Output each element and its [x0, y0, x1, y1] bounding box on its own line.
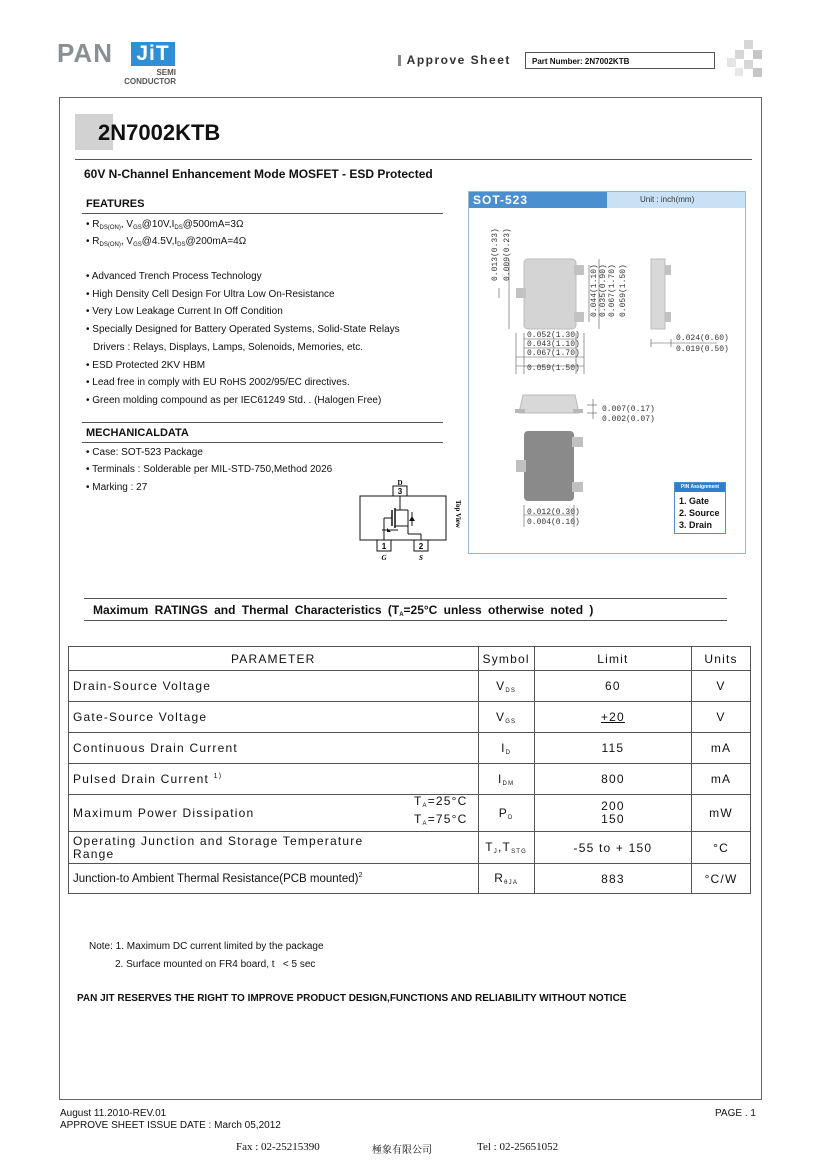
ratings-table	[68, 646, 751, 894]
table-row	[69, 764, 751, 795]
dim-label: 0.013(0.33)	[491, 228, 500, 281]
unit-cell: mW	[692, 795, 751, 832]
features-divider	[82, 213, 443, 214]
table-row	[69, 795, 751, 832]
symbol-cell: $P_D$	[478, 795, 534, 832]
package-name: SOT-523	[469, 192, 607, 208]
feature-item: • Specially Designed for Battery Operated Systems, Solid-State Relays	[86, 324, 400, 335]
param-cell: Drain-Source Voltage	[69, 671, 479, 702]
param-cell: Continuous Drain Current	[69, 733, 479, 764]
unit-cell: °C/W	[692, 864, 751, 894]
unit-cell: mA	[692, 764, 751, 795]
logo-pan: PAN	[57, 38, 113, 68]
dim-label: 0.052(1.30)	[527, 331, 580, 340]
param-cell: Pulsed Drain Current $^{1)}$	[69, 764, 479, 795]
mosfet-schematic	[352, 474, 467, 564]
dim-label: 0.035(0.90)	[599, 264, 608, 317]
dim-label: 0.002(0.07)	[602, 415, 655, 424]
unit-cell: V	[692, 702, 751, 733]
part-number-box: Part Number: 2N7002KTB	[525, 52, 715, 69]
dim-label: 0.007(0.17)	[602, 405, 655, 414]
symbol-cell: $T_J,T_{STG}$	[478, 832, 534, 864]
condition-1: $T_A=25^\circ C$	[413, 794, 468, 809]
dim-label: 0.004(0.10)	[527, 518, 580, 527]
note-1: Note: 1. Maximum DC current limited by the package	[89, 941, 324, 952]
mech-divider-top	[82, 422, 443, 423]
limit-cell: +20	[534, 702, 691, 733]
unit-cell: V	[692, 671, 751, 702]
footer-issue-date: APPROVE SHEET ISSUE DATE : March 05,2012	[60, 1120, 281, 1131]
schematic-label-g: G	[381, 554, 387, 562]
footer-tel: Tel : 02-25651052	[477, 1141, 559, 1153]
logo-subtitle	[120, 68, 176, 86]
table-row	[69, 671, 751, 702]
symbol-cell: $I_{DM}$	[478, 764, 534, 795]
limit-cell: 200 150	[534, 795, 691, 832]
dim-label: 0.019(0.50)	[676, 345, 729, 354]
dim-label: 0.009(0.23)	[503, 228, 512, 281]
ratings-divider-top	[84, 598, 727, 599]
limit-cell: -55 to + 150	[534, 832, 691, 864]
page-subtitle: 60V N-Channel Enhancement Mode MOSFET - ESD Protected	[84, 167, 433, 181]
footer-company: 極象有限公司	[372, 1145, 432, 1156]
param-cell: Junction-to Ambient Thermal Resistance(PCB mounted)$^2$	[69, 864, 479, 894]
param-cell: Gate-Source Voltage	[69, 702, 479, 733]
limit-cell: 60	[534, 671, 691, 702]
dim-label: 0.043(1.10)	[527, 340, 580, 349]
package-unit: Unit : inch(mm)	[640, 195, 695, 204]
dim-label: 0.067(1.70)	[527, 349, 580, 358]
dim-label: 0.024(0.60)	[676, 334, 729, 343]
mech-item: • Terminals : Solderable per MIL-STD-750,Method 2026	[86, 464, 333, 475]
condition-2: $T_A=75^\circ C$	[413, 812, 468, 827]
note-2: 2. Surface mounted on FR4 board, t < 5 sec	[115, 959, 316, 970]
feature-item: • High Density Cell Design For Ultra Low On-Resistance	[86, 289, 335, 300]
dim-label: 0.059(1.50)	[527, 364, 580, 373]
header-parameter: PARAMETER	[69, 647, 479, 671]
logo-jit: JiT	[131, 42, 175, 66]
schematic-top-view: Top View	[454, 500, 462, 528]
mech-item: • Marking : 27	[86, 482, 148, 493]
header-limit: Limit	[534, 647, 691, 671]
feature-item: • Green molding compound as per IEC61249 Std. . (Halogen Free)	[86, 395, 382, 406]
table-row	[69, 864, 751, 894]
schematic-pin-2: 2	[418, 542, 424, 551]
table-row	[69, 733, 751, 764]
param-cell: Maximum Power Dissipation $T_A=25^\circ C$ $T_A=75^\circ C$	[69, 795, 479, 832]
symbol-cell: $V_{DS}$	[478, 671, 534, 702]
schematic-label-d: D	[397, 479, 403, 487]
limit-cell: 115	[534, 733, 691, 764]
feature-item: • Very Low Leakage Current In Off Condition	[86, 306, 283, 317]
pin-item: 2. Source	[679, 508, 720, 518]
schematic-label-s: S	[419, 554, 423, 562]
unit-cell: mA	[692, 733, 751, 764]
mech-item: • Case: SOT-523 Package	[86, 447, 203, 458]
table-header-row	[69, 647, 751, 671]
ratings-divider	[84, 620, 727, 621]
symbol-cell: $R_{\theta JA}$	[478, 864, 534, 894]
pin-assignment-heading: PIN Assignment	[675, 483, 725, 492]
table-row	[69, 702, 751, 733]
pin-item: 3. Drain	[679, 520, 713, 530]
symbol-cell: $V_{GS}$	[478, 702, 534, 733]
limit-cell: 800	[534, 764, 691, 795]
feature-item: Drivers : Relays, Displays, Lamps, Solenoids, Memories, etc.	[93, 342, 364, 353]
notice: PAN JIT RESERVES THE RIGHT TO IMPROVE PRODUCT DESIGN,FUNCTIONS AND RELIABILITY WITHOUT NOTICE	[77, 993, 627, 1004]
feature-item: • ESD Protected 2KV HBM	[86, 360, 206, 371]
mech-divider	[82, 442, 443, 443]
header-units: Units	[692, 647, 751, 671]
feature-item: • Lead free in comply with EU RoHS 2002/95/EC directives.	[86, 377, 350, 388]
feature-rds-1: • $R_{DS(ON)}$, $V_{GS}@10V,I_{DS}@500mA=3\Omega$	[86, 219, 244, 231]
logo-conductor: CONDUCTOR	[124, 77, 176, 86]
header-symbol: Symbol	[478, 647, 534, 671]
mechanical-heading: MECHANICALDATA	[86, 427, 189, 439]
dim-label: 0.059(1.50)	[619, 264, 628, 317]
table-row	[69, 832, 751, 864]
symbol-cell: $I_D$	[478, 733, 534, 764]
sheet-label: Approve Sheet	[406, 53, 511, 67]
ratings-title: Maximum RATINGS and Thermal Characteristics ($T_A=25^\circ C$ unless otherwise noted )	[93, 603, 594, 618]
dim-label: 0.067(1.70)	[608, 264, 617, 317]
features-heading: FEATURES	[86, 198, 145, 210]
param-cell: Operating Junction and Storage Temperature Range	[69, 832, 479, 864]
schematic-pin-1: 1	[381, 542, 387, 551]
footer-page: PAGE . 1	[715, 1108, 756, 1119]
logo-semi: SEMI	[156, 68, 176, 77]
feature-item: • Advanced Trench Process Technology	[86, 271, 262, 282]
unit-cell: °C	[692, 832, 751, 864]
dim-label: 0.044(1.10)	[590, 264, 599, 317]
dim-label: 0.012(0.30)	[527, 508, 580, 517]
page-title: 2N7002KTB	[98, 120, 221, 145]
feature-rds-2: • $R_{DS(ON)}$, $V_{GS}@4.5V,I_{DS}@200mA=4\Omega$	[86, 236, 247, 248]
schematic-pin-3: 3	[397, 487, 403, 496]
footer-revision: August 11.2010-REV.01	[60, 1108, 167, 1119]
pin-item: 1. Gate	[679, 496, 710, 506]
footer-fax: Fax : 02-25215390	[236, 1141, 320, 1153]
title-divider	[75, 159, 752, 160]
limit-cell: 883	[534, 864, 691, 894]
